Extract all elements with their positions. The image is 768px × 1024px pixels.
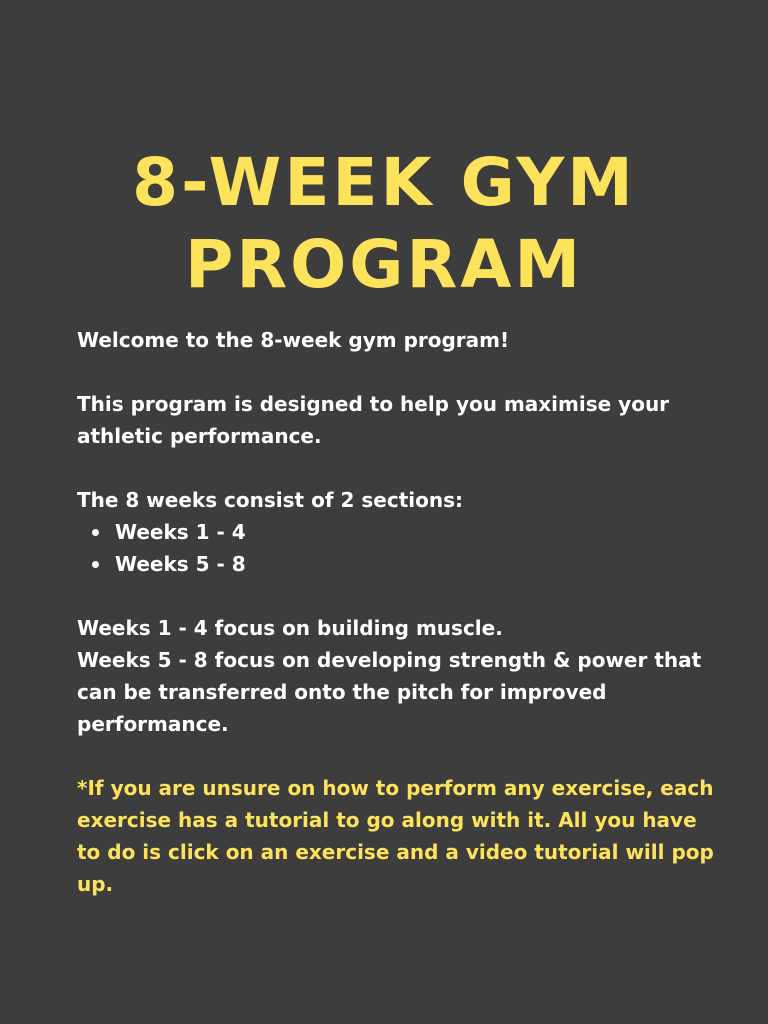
sections-heading: The 8 weeks consist of 2 sections: [77, 488, 463, 512]
page-title [0, 142, 768, 306]
intro-text: This program is designed to help you maximise your athletic performance. [77, 392, 670, 448]
tutorial-note: *If you are unsure on how to perform any exercise, each exercise has a tutorial to go along with it. All you have to do is click on an exercise and a video tutorial will pop up. [77, 776, 714, 896]
welcome-text: Welcome to the 8-week gym program! [77, 328, 510, 352]
list-item: Weeks 5 - 8 [77, 548, 717, 580]
list-item: Weeks 1 - 4 [77, 516, 717, 548]
program-description [77, 324, 717, 900]
focus-weeks-1-4: Weeks 1 - 4 focus on building muscle. [77, 616, 503, 640]
title-line-1: 8-WEEK GYM [132, 144, 636, 222]
sections-list [77, 516, 717, 580]
focus-weeks-5-8: Weeks 5 - 8 focus on developing strength & power that can be transferred onto the pitch for improved performance. [77, 648, 702, 736]
title-line-2: PROGRAM [184, 226, 584, 304]
